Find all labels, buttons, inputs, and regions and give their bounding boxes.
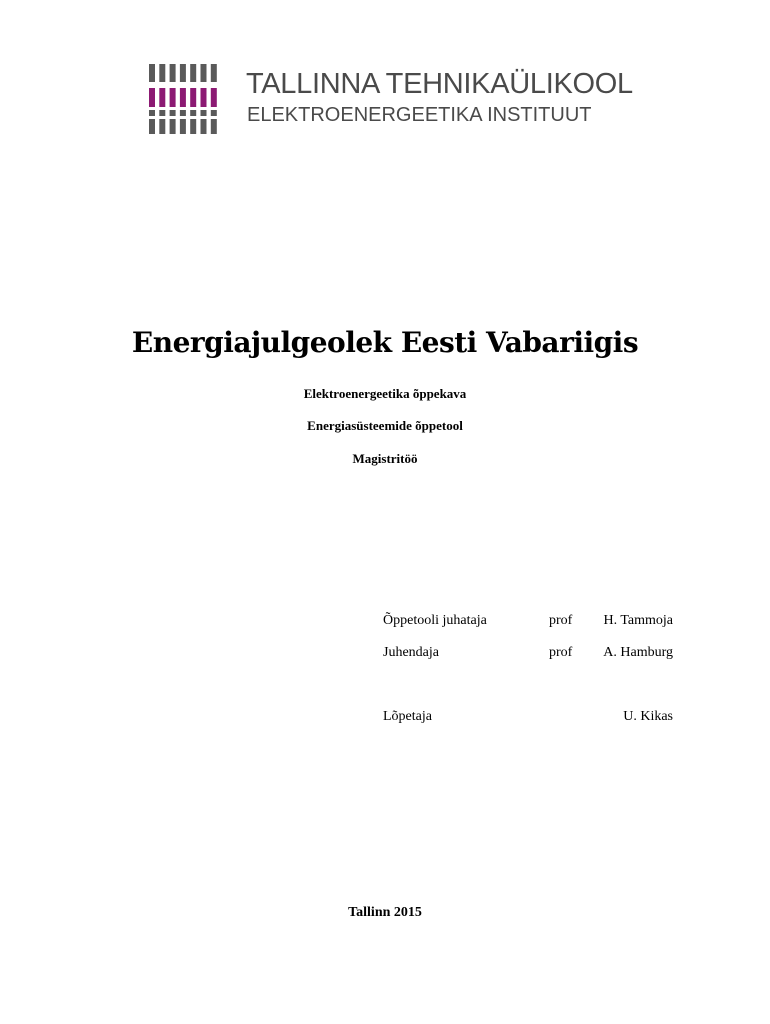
logo-bar <box>190 110 196 116</box>
role-title: prof <box>549 645 573 660</box>
curriculum: Elektroenergeetika õppekava <box>303 386 467 401</box>
role-label: Lõpetaja <box>383 709 432 724</box>
logo-bar <box>159 110 165 116</box>
logo-bar <box>201 119 207 134</box>
logo-bar <box>170 64 176 82</box>
logo-bar <box>170 88 176 107</box>
role-person: H. Tammoja <box>603 613 673 628</box>
institution-name: TALLINNA TEHNIKAÜLIKOOL <box>246 68 633 100</box>
logo-bar <box>159 64 165 82</box>
logo-bar <box>201 110 207 116</box>
role-person: A. Hamburg <box>603 645 673 660</box>
ttu-logo-icon <box>149 64 221 134</box>
role-row-author <box>0 708 770 726</box>
role-row-head-of-chair <box>0 612 770 630</box>
logo-bar <box>180 64 186 82</box>
logo-bar <box>201 64 207 82</box>
role-person: U. Kikas <box>623 709 673 724</box>
role-title: prof <box>549 613 573 628</box>
thesis-title: Energiajulgeolek Eesti Vabariigis <box>131 326 639 359</box>
role-row-supervisor <box>0 644 770 662</box>
department-name: ELEKTROENERGEETIKA INSTITUUT <box>247 104 592 126</box>
role-label: Õppetooli juhataja <box>383 613 487 628</box>
logo-bar <box>149 119 155 134</box>
chair: Energiasüsteemide õppetool <box>307 418 463 433</box>
thesis-type: Magistritöö <box>352 451 418 466</box>
logo-bar <box>190 64 196 82</box>
logo-bar <box>159 119 165 134</box>
logo-bar <box>201 88 207 107</box>
logo-bar <box>211 64 217 82</box>
logo-bar <box>190 88 196 107</box>
logo-bar <box>180 119 186 134</box>
logo-bar <box>159 88 165 107</box>
role-label: Juhendaja <box>383 645 439 660</box>
logo-bar <box>211 88 217 107</box>
logo-bar <box>180 88 186 107</box>
place-year: Tallinn 2015 <box>348 905 422 920</box>
logo-bar <box>211 110 217 116</box>
logo-bar <box>180 110 186 116</box>
logo-bar <box>170 110 176 116</box>
logo-bar <box>149 110 155 116</box>
logo-bar <box>149 64 155 82</box>
logo-bar <box>211 119 217 134</box>
logo-bar <box>170 119 176 134</box>
logo-bar <box>149 88 155 107</box>
logo-bar <box>190 119 196 134</box>
